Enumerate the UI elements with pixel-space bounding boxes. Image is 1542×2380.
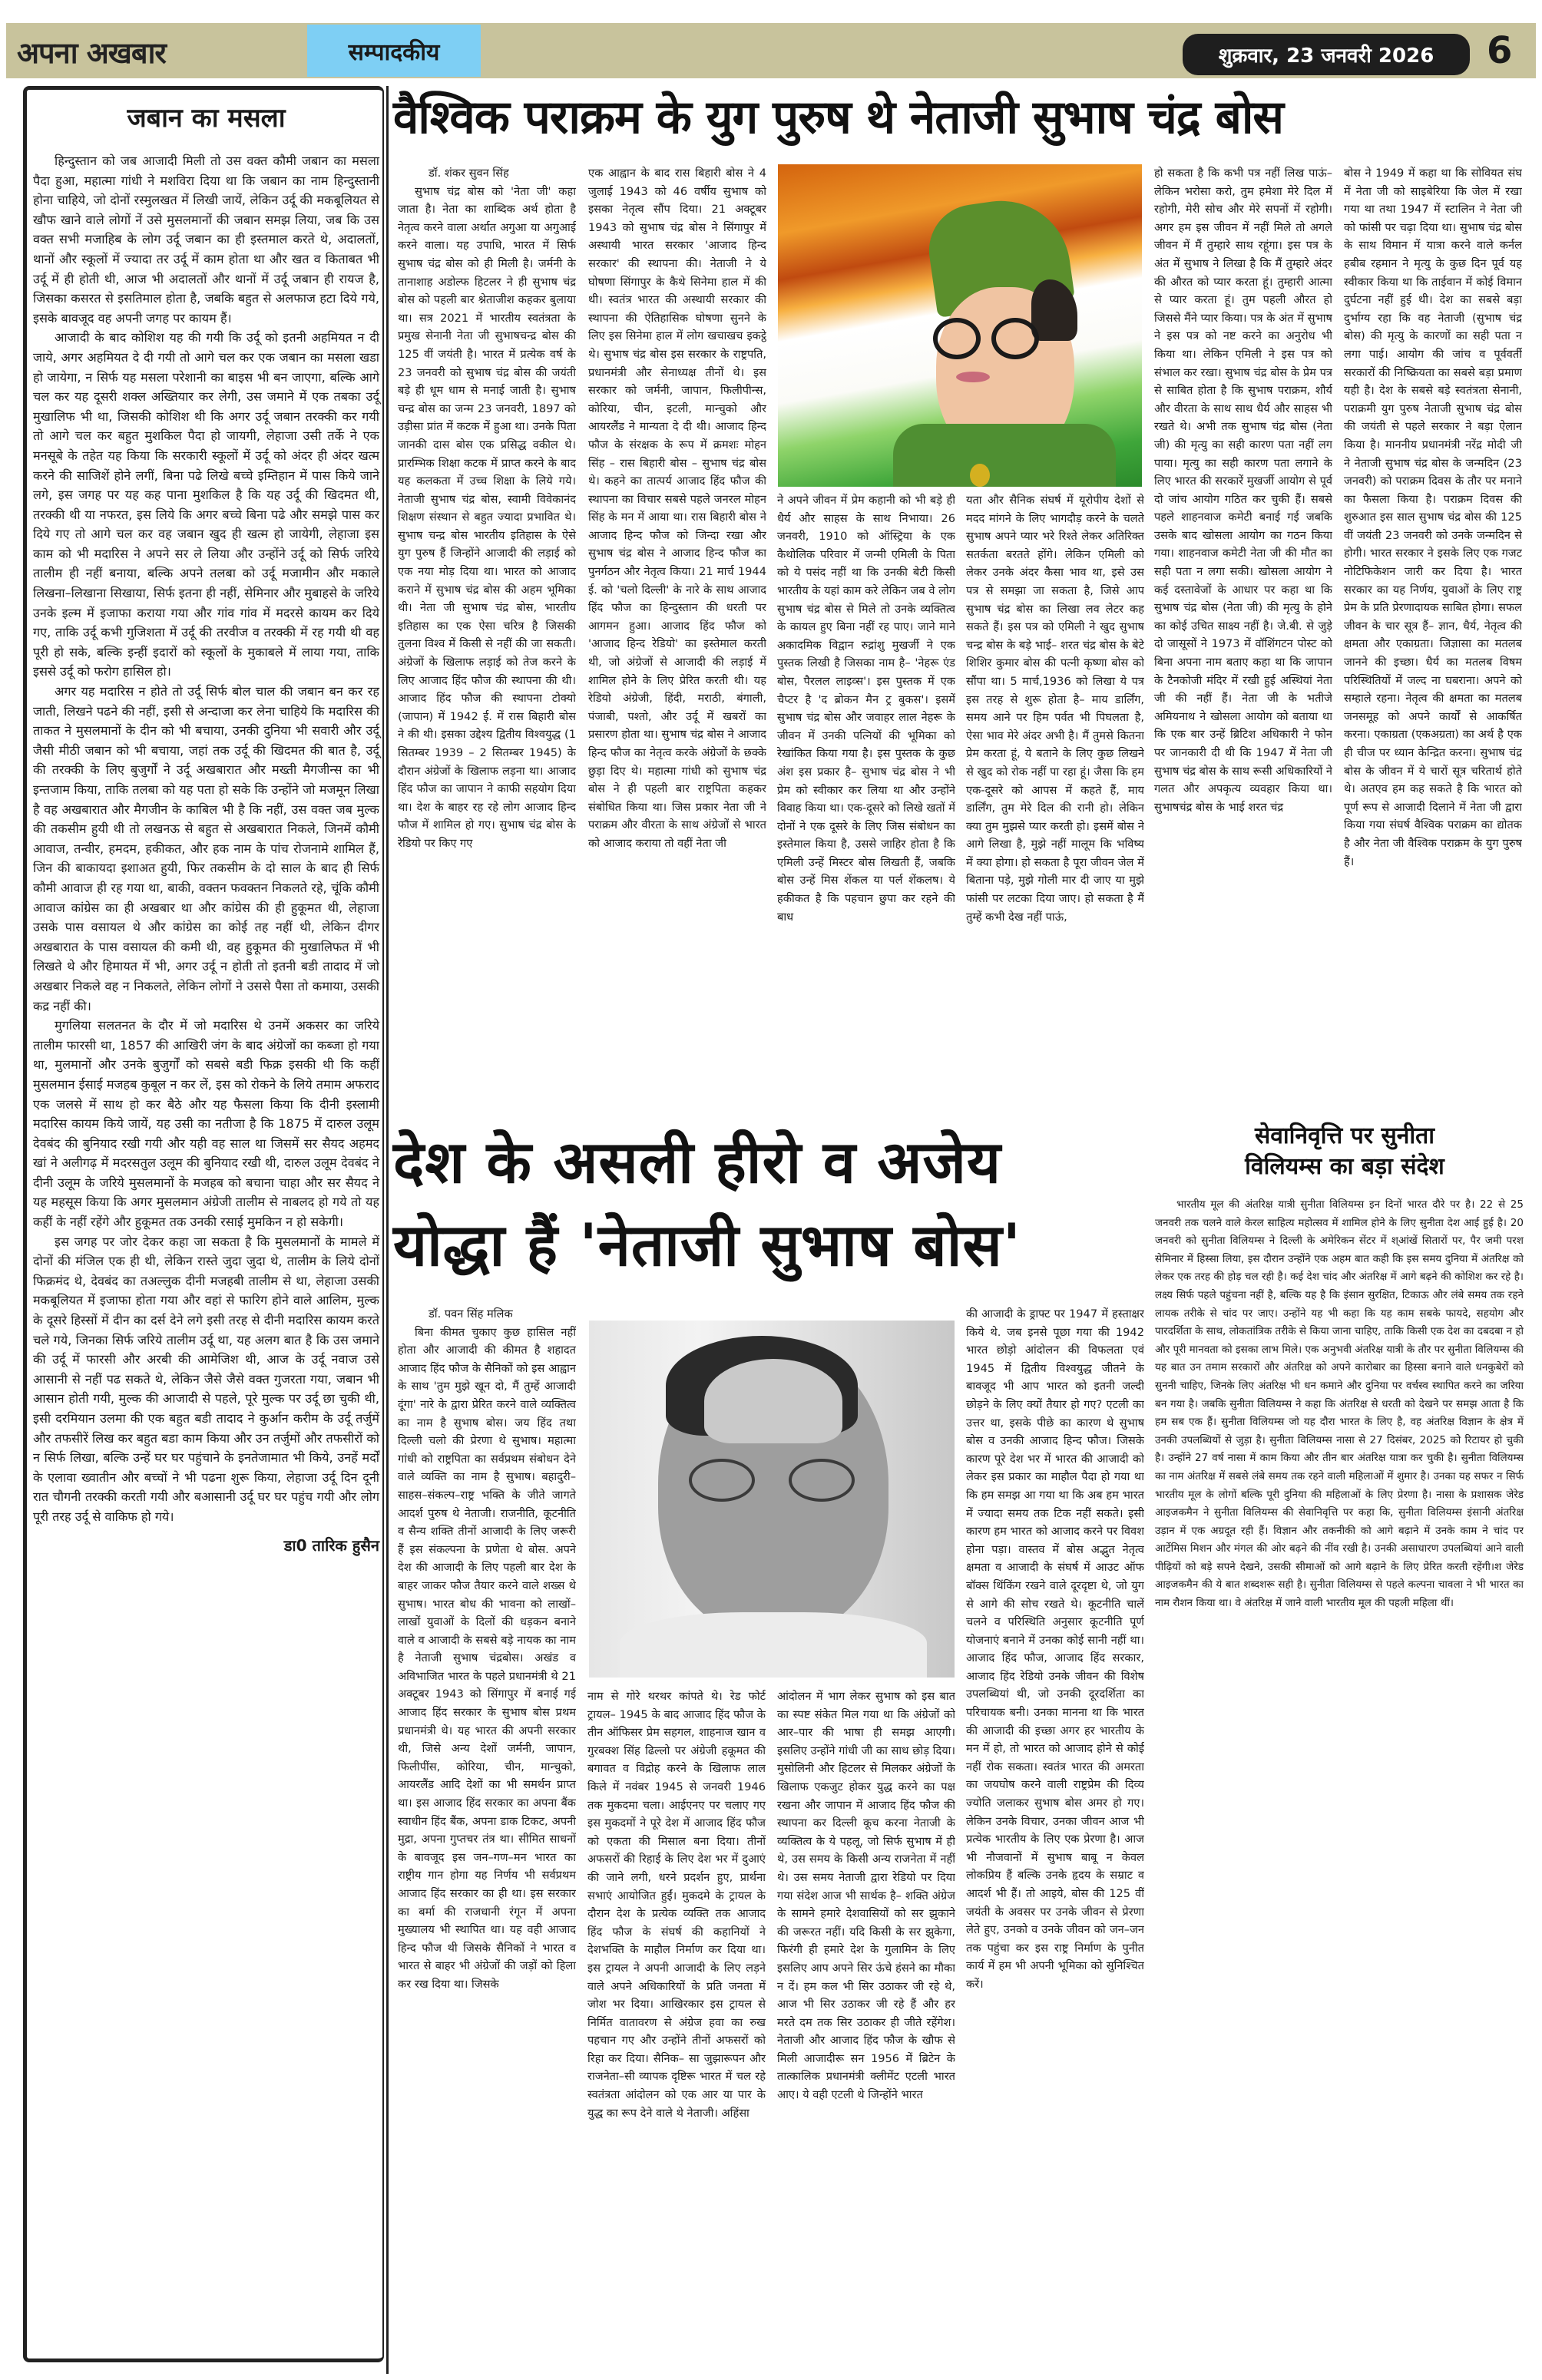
editorial-box [23,86,384,2362]
editorial-paragraph: मुगलिया सलतनत के दौर में जो मदारिस थे उनमें अकसर का जरिये तालीम फारसी था, 1857 की आखिरी जंग के बाद अंग्रेजों का कब्जा हो गया था, मुलमानों और उनके बुजुर्गों को सबसे बडी फिक्र इसकी थी कि कहीं मुसलमान ईसाई मजहब कुबूल न कर लें, इस को रोकने के लिये तमाम अफराद एक जलसे में साथ हो कर बैठे और यह फैसला किया कि दीनी इस्लामी मदारिस कायम किये जायें, यह उसी का नतीजा है कि 1875 में दारुल उलूम देवबंद की बुनियाद रखी गयी और यही वह साल था जिसमें सर सैयद अहमद खां ने अलीगढ़ में मदरसतुल उलूम की बुनियाद रखी थी, दारुल उलूम देवबंद ने दीनी उलूम के जरिये मुसलमानों के मजहब को बचाना चाहा और सर सैयद ने यह महसूस किया कि अगर मुसलमान अंग्रेजी तालीम से नाबलद हो गये तो यह कहीं के नहीं रहेंगे और हुकूमत तक उनकी रसाई मुमकिन न हो सकेगी। [33,1018,379,1230]
article3-headline-line2: विलियम्स का बड़ा संदेश [1245,1153,1444,1180]
editorial-author: डा0 तारिक हुसैन [283,1535,379,1555]
article2-column-3 [777,1687,955,2363]
netaji-color-portrait-image [778,164,1142,487]
article1-text: यता और सैनिक संघर्ष में यूरोपीय देशों से मदद मांगने के लिए भागदौड़ करने के चलते सुभाष अपने प्यार भरे रिश्ते लेकर अतिरिक्त सतर्कता बरतते होंगे। लेकिन एमिली को लेकर उनके अंदर कैसा भाव था, इसे उस पत्र से समझा जा सकता है, जिसे आप सुभाष चंद्र बोस का लिखा लव लेटर कह सकते हैं। इस पत्र को एमिली ने खुद सुभाष चन्द्र बोस के बड़े भाई– शरत चंद्र बोस के बेटे शिशिर कुमार बोस की पत्नी कृष्णा बोस को सौंपा था। 5 मार्च,1936 को लिखा ये पत्र इस तरह से शुरू होता है– माय डार्लिंग, समय आने पर हिम पर्वत भी पिघलता है, ऐसा भाव मेरे अंदर अभी है। मैं तुमसे कितना प्रेम करता हूं, ये बताने के लिए कुछ लिखने से खुद को रोक नहीं पा रहा हूं। जैसा कि हम एक-दूसरे को आपस में कहते हैं, माय डार्लिंग, तुम मेरे दिल की रानी हो। लेकिन क्या तुम मुझसे प्यार करती हो। इसमें बोस ने आगे लिखा है, मुझे नहीं मालूम कि भविष्य में क्या होगा। हो सकता है पूरा जीवन जेल में बिताना पड़े, मुझे गोली मार दी जाए या मुझे फांसी पर लटका दिया जाए। हो सकता है मैं तुम्हें कभी देख नहीं पाऊं, [966,494,1144,924]
glasses-shape [933,318,1064,359]
article1-text: सुभाष चंद्र बोस को 'नेता जी' कहा जाता है। नेता का शाब्दिक अर्थ होता है नेतृत्व करने वाला अर्थात अगुआ या अगुआई करने वाला। यह उपाधि, भारत में सिर्फ सुभाष चंद्र बोस को ही मिली है। जर्मनी के तानाशाह अडोल्फ हिटलर ने ही सुभाष चंद्र बोस को पहली बार श्नेताजीश कहकर बुलाया था। सत्र 2021 में भारतीय स्वतंत्रता के प्रमुख सेनानी नेता जी सुभाषचन्द्र बोस की 125 वीं जयंती है। भारत में प्रत्येक वर्ष के 23 जनवरी को सुभाष चंद्र बोस की जयंती बड़े ही धूम धाम से मनाई जाती है। सुभाष चन्द्र बोस का जन्म 23 जनवरी, 1897 को उड़ीसा प्रांत में कटक में हुआ था। उनके पिता जानकी दास बोस एक प्रसिद्ध वकील थे। प्रारम्भिक शिक्षा कटक में प्राप्त करने के बाद यह कलकता में उच्च शिक्षा के लिये गये। नेताजी सुभाष चंद्र बोस, स्वामी विवेकानंद शिक्षण संस्थान से बहुत ज्यादा प्रभावित थे। सुभाष चन्द्र बोस भारतीय इतिहास के ऐसे युग पुरुष हैं जिन्होंने आजादी की लड़ाई को एक नया मोड़ दिया था। भारत को आजाद कराने में सुभाष चंद्र बोस की अहम भूमिका थी। नेता जी सुभाष चंद्र बोस, भारतीय इतिहास का एक ऐसा चरित्र है जिसकी तुलना विश्व में किसी से नहीं की जा सकती। अंग्रेजों के खिलाफ लड़ाई को तेज करने के लिए आजाद हिंद फौज की स्थापना की थी। आजाद हिंद फौज की स्थापना टोक्यो (जापान) में 1942 ई. में रास बिहारी बोस ने की थी। इसका उद्देश्य द्वितीय विश्वयुद्ध (1 सितम्बर 1939 – 2 सितम्बर 1945) के दौरान अंग्रेजों के खिलाफ लड़ना था। आजाद हिंद फौज का जापान ने काफी सहयोग दिया था। देश के बाहर रह रहे लोग आजाद हिन्द फौज में शामिल हो गए। सुभाष चंद्र बोस के रेडियो पर किए गए [398,184,576,850]
editorial-title: जबान का मसला [127,103,286,134]
article1-column-6 [1344,164,1522,1109]
article1-text: ने अपने जीवन में प्रेम कहानी को भी बड़े ही धैर्य और साहस के साथ निभाया। 26 जनवरी, 1910 को ऑस्ट्रिया के एक कैथोलिक परिवार में जन्मी एमिली के पिता को ये पसंद नहीं था कि उनकी बेटी किसी भारतीय के यहां काम करे लेकिन जब वे लोग सुभाष चंद्र बोस से मिले तो उनके व्यक्तित्व के कायल हुए बिना नहीं रह पाए। जाने माने अकादमिक विद्वान रुद्रांशु मुखर्जी ने एक पुस्तक लिखी है जिसका नाम है– 'नेहरू एंड बोस, पैरलल लाइव्स'। इस पुस्तक में एक चैप्टर है 'द ब्रोकन मैन ट्र बुकस'। इसमें सुभाष चंद्र बोस और जवाहर लाल नेहरू के जीवन में उनकी पत्नियों की भूमिका को रेखांकित किया गया है। इस पुस्तक के कुछ अंश इस प्रकार है– सुभाष चंद्र बोस ने भी प्रेम को स्वीकार कर लिया था और उन्होंने विवाह किया था। एक-दूसरे को लिखे खतों में दोनों ने एक दूसरे के लिए जिस संबोधन का इस्तेमाल किया है, उससे जाहिर होता है कि एमिली उन्हें मिस्टर बोस लिखती हैं, जबकि बोस उन्हें मिस शेंकल या पर्ल शेंकलष। ये हकीकत है कि पहचान छुपा कर रहने की बाध [777,494,955,924]
article1-author: डॉ. शंकर सुवन सिंह [429,167,509,180]
article2-author: डॉ. पवन सिंह मलिक [429,1307,513,1321]
glasses-shape [689,1459,865,1505]
article2-column-2 [587,1687,766,2363]
article1-column-5 [1154,164,1332,1109]
article2-headline-line1: देश के असली हीरो व अजेय [393,1128,1001,1196]
netaji-bw-portrait-image [589,1321,955,1678]
date-pill: शुक्रवार, 23 जनवरी 2026 [1183,34,1470,75]
article3-text: भारतीय मूल की अंतरिक्ष यात्री सुनीता विलियम्स इन दिनों भारत दौरे पर है। 22 से 25 जनवरी तक चलने वाले केरल साहित्य महोत्सव में शामिल होने के लिए सुनीता देश आई हुई है। 20 जनवरी को सुनीता विलियम्स ने दिल्ली के अमेरिकन सेंटर में श्आंखें सितारों पर, पैर जमी परश सेमिनार में हिस्सा लिया, इस दौरान उन्होंने एक अहम बात कही कि इस समय दुनिया में अंतरिक्ष को लेकर एक तरह की होड़ चल रही है। कई देश चांद और अंतरिक्ष में आगे बढ़ने की कोशिश कर रहे है। लक्ष्य सिर्फ पहले पहुंचना नहीं है, बल्कि यह है कि इंसान सुरक्षित, टिकाऊ और लंबे समय तक रहने लायक तरीके से चांद पर जाए। उन्होंने यह भी कहा कि यह काम सबके फायदे, सहयोग और पारदर्शिता के साथ, लोकतांत्रिक तरीके से किया जाना चाहिए, ताकि किसी एक देश का दबदबा न हो और पूरी मानवता को इसका लाभ मिले। एक अनुभवी अंतरिक्ष यात्री के तौर पर सुनीता विलियम्स की यह बात उन तमाम सरकारों और अंतरिक्ष को अपने कारोबार का हिस्सा बनाने वाले धनकुबेरों को सुननी चाहिए, जिनके लिए अंतरिक्ष भी धन कमाने और दुनिया पर वर्चस्व स्थापित करने का जरिया बन गया है। जबकि सुनीता विलियम्स ने कहा कि अंतरिक्ष से धरती को देखने पर समझ आता है कि हम सब एक हैं। सुनीता विलियम्स जो यह दौरा भारत के लिए है, वह अंतरिक्ष विज्ञान के क्षेत्र में उनकी उपलब्धियों से जुड़ा है। सुनीता विलियम्स नासा से 27 दिसंबर, 2025 को रिटायर हो चुकी है। उन्होंने 27 वर्ष नासा में काम किया और तीन बार अंतरिक्ष यात्रा कर चुकी है। सुनीता विलियम्स का नाम अंतरिक्ष में सबसे लंबे समय तक रहने वाली महिलाओं में शुमार है। उनका यह सफर न सिर्फ भारतीय मूल के लोगों बल्कि पूरी दुनिया की महिलाओं के लिए प्रेरणा है। नासा के प्रशासक जेरेड आइजकमैन ने सुनीता विलियम्स की सेवानिवृत्ति पर कहा कि, सुनीता विलियम्स इंसानी अंतरिक्ष उड़ान में एक अग्रदूत रही हैं। विज्ञान और तकनीकी को आगे बढ़ाने में उनके काम ने चांद पर आर्टेमिस मिशन और मंगल की ओर बढ़ने की नींव रखी है। उनकी असाधारण उपलब्धियां आने वाली पीढ़ियों को बड़े सपने देखने, उसकी सीमाओं को आगे बढ़ाने के लिए प्रेरित करती रहेंगी।श जेरेड आइजकमैन की ये बात शब्दशरू सही है। सुनीता विलियम्स से पहले कल्पना चावला ने भी भारत का नाम रौशन किया था। वे अंतरिक्ष में जाने वाली भारतीय मूल की पहली महिला थीं। [1155,1198,1524,1610]
article1-column-4 [966,491,1144,1044]
article2-headline-line2: योद्धा हैं 'नेताजी सुभाष बोस' [393,1211,1022,1279]
article1-column-1 [398,164,576,1040]
editorial-paragraph: हिन्दुस्तान को जब आजादी मिली तो उस वक्त कौमी जबान का मसला पैदा हुआ, महात्मा गांधी ने मशविरा दिया था कि जबान का नाम हिन्दुस्तानी होना चाहिये, जो दोनों रस्मुलखत में लिखी जायें, लेकिन उर्दू की मकबूलियत से खौफ खाने वाले लोगों नें उसे मुसलमानों की जबान समझ लिया, जब कि उस वक्त सभी मजाहिब के लोग उर्दू जबान का ही इस्तमाल करते थे, अदालतों, थानों और स्कूलों में ज्यादा तर उर्दू में काम होता था और खत व किताबत भी उर्दू में ही होती थी, आज भी अदालतों और थानों में उर्दू जबान ही रायज है, जिसका कसरत से इसतिमाल होता है, जबकि बहुत से अलफाज हटा दिये गये, इसके बावजूद वह अपनी जगह पर कायम हैं। [33,154,379,326]
column-divider [386,86,389,2374]
section-tag: सम्पादकीय [307,25,481,77]
article1-headline: वैश्विक पराक्रम के युग पुरुष थे नेताजी सुभाष चंद्र बोस [393,91,1283,144]
article1-text: हो सकता है कि कभी पत्र नहीं लिख पाऊं– लेकिन भरोसा करो, तुम हमेशा मेरे दिल में रहोगी, मेरी सोच और मेरे सपनों में रहोगी। अगर हम इस जीवन में नहीं मिले तो अगले जीवन में मैं तुम्हारे साथ रहूंगा। इस पत्र के अंत में सुभाष ने लिखा है कि मैं तुम्हारे अंदर की औरत को प्यार करता हूं। तुम्हारी आत्मा से प्यार करता हूं। तुम पहली औरत हो जिससे मैंने प्यार किया। पत्र के अंत में सुभाष ने इस पत्र को नष्ट करने का अनुरोध भी किया था। लेकिन एमिली ने इस पत्र को संभाल कर रखा। सुभाष चंद्र बोस के प्रेम पत्र से साबित होता है कि सुभाष पराक्रम, शौर्य और वीरता के साथ साथ धैर्य और साहस भी रखते थे। अभी तक सुभाष चंद्र बोस (नेता जी) की मृत्यु का सही कारण पता नहीं लग पाया। मृत्यु का सही कारण पता लगाने के लिए भारत की सरकारें मुखर्जी आयोग से पूर्व दो जांच आयोग गठित कर चुकी हैं। सबसे पहले शाहनवाज कमेटी बनाई गई जबकि उसके बाद खोसला आयोग का गठन किया गया। शाहनवाज कमेटी नेता जी की मौत का सही पता न लगा सकी। खोसला आयोग ने कई दस्तावेजों के आधार पर कहा था कि सुभाष चंद्र बोस (नेता जी) की मृत्यु के होने का कोई उचित साक्ष्य नहीं है। जे.बी. से जुड़े दो जासूसों ने 1973 में वॉशिंगटन पोस्ट को बिना अपना नाम बताए कहा था कि जापान के टैनकोजी मंदिर में रखी हुई अस्थियां नेता जी की नहीं हैं। नेता जी के भतीजे अमियनाथ ने खोसला आयोग को बताया था कि एक बार उन्हें ब्रिटिश अधिकारी ने फोन पर जानकारी दी थी कि 1947 में नेता जी सुभाष चंद्र बोस के साथ रूसी अधिकारियों ने गलत और अपकृत्य व्यवहार किया था। सुभाषचंद्र बोस के भाई शरत चंद्र [1154,167,1332,814]
uniform-shape [893,424,1116,487]
editorial-paragraph: इस जगह पर जोर देकर कहा जा सकता है कि मुसलमानों के मामले में दोनों की मंजिल एक ही थी, लेकिन रास्ते जुदा जुदा थे, तालीम के लिये दोनों फिक्रमंद थे, देवबंद का तअल्लुक दीनी मजहबी तालीम से था, लेहाजा उसकी मकबूलियत में इजाफा होता गया और वहां से फारिग होने वाले आलिम, मुल्क के दूसरे हिस्सों में दीन का दर्स देने लगे इसी तरह से दीनी मदारिस कायम करते चले गये, जिनका सिर्फ जरिये तालीम उर्दू था, यह अलग बात है कि उस जमाने की उर्दू में फारसी और अरबी की आमेजिश थी, आज के उर्दू नवाज उसे आसानी से नहीं पढ सकते थे, लेकिन जैसे जैसे वक्त गुजरता गया, जबान भी आसान होती गयी, मुल्क की आजादी से पहले, पूरे मुल्क पर उर्दू छा चुकी थी, इसी दरमियान उलमा की एक बहुत बडी तादाद ने कुर्आन करीम के उर्दू तर्जुमें और तफसीरें लिख कर बहुत बडा काम किया और उन तर्जुमों और तफसीरों को न सिर्फ लिखा, बल्कि उन्हें घर घर पहुंचाने के इनतेजामात भी किये, उनहें मर्दों के एलावा ख्वातीन और बच्चों ने भी पढना शुरू किया, लेहाजा उर्दू दिन दूनी रात चौगनी तरक्की करती गयी और बआसानी उर्दू घर घर पहुंच गयी और लोग पूरी तरह उर्दू से वाकिफ हो गये। [33,1234,379,1524]
article2-text: की आजादी के ड्राफ्ट पर 1947 में हस्ताक्षर किये थे. जब इनसे पूछा गया की 1942 भारत छोड़ो आंदोलन की विफलता एवं 1945 में द्वितीय विश्वयुद्ध जीतने के बावजूद भी आप भारत को इतनी जल्दी छोड़ने के लिए क्यों तैयार हो गए? एटली का उत्तर था, इसके पीछे का कारण थे सुभाष बोस व उनकी आजाद हिन्द फौज। जिसके कारण पूरे देश भर में भारत की आजादी को लेकर इस प्रकार का माहौल पैदा हो गया था कि हम समझ आ गया था कि अब हम भारत में ज्यादा समय तक टिक नहीं सकते। इसी कारण हम भारत को आजाद करने पर विवश होना पड़ा। वास्तव में बोस अद्भुत नेतृत्व क्षमता व आजादी के संघर्ष में आउट ऑफ बॉक्स थिंकिंग रखने वाले दूरदृष्टा थे, जो युग से आगे की सोच रखते थे। कूटनीति चालें चलने व परिस्थिति अनुसार कूटनीति पूर्ण योजनाएं बनाने में उनका कोई सानी नहीं था। आजाद हिंद फौज, आजाद हिंद सरकार, आजाद हिंद रेडियो उनके जीवन की विशेष उपलब्धियां थी, जो उनकी दूरदर्शिता का परिचायक बनी। उनका मानना था कि भारत की आजादी की इच्छा अगर हर भारतीय के मन में हो, तो भारत को आजाद होने से कोई नहीं रोक सकता। स्वतंत्र भारत की अमरता का जयघोष करने वाली राष्ट्रप्रेम की दिव्य ज्योति जलाकर सुभाष बोस अमर हो गए। लेकिन उनके विचार, उनका जीवन आज भी प्रत्येक भारतीय के लिए एक प्रेरणा है। आज भी नौजवानों में सुभाष बाबू न केवल लोकप्रिय हैं बल्कि उनके हृदय के सम्राट व आदर्श भी हैं। तो आइये, बोस की 125 वीं जयंती के अवसर पर उनके जीवन से प्रेरणा लेते हुए, उनको व उनके जीवन को जन–जन तक पहुंचा कर इस राष्ट्र निर्माण के पुनीत कार्य में हम भी अपनी भूमिका को सुनिश्चित करें। [966,1307,1144,1991]
article3-headline [1153,1121,1536,1182]
editorial-paragraph: अगर यह मदारिस न होते तो उर्दू सिर्फ बोल चाल की जबान बन कर रह जाती, लिखने पढने की नहीं, इसी से अन्दाजा कर लेना चाहिये कि मदारिस की ताकत ने मुसलमानों के दीन को भी बचाया, उनकी दुनिया भी सवारी और उर्दू जैसी मीठी जबान को भी बचाया, जहां तक उर्दू की खिदमत की बात है, उर्दू की तरक्की के लिए बुजुर्गों ने उर्दू अखबारात और मख्ती मैगजीन्स का भी इन्तजाम किया, ताकि तलबा को यह पता हो सके कि उन्होंने जो मजमून लिखा है वह अखबारात और मैगजीन के काबिल भी है कि नहीं, उस वक्त जब मुल्क की तकसीम हुयी थी तो लखनऊ से बहुत से अखबारात निकले, जिनमें कौमी आवाज, तन्वीर, हमदम, हकीकत, और हक नाम के पांच रोजनामे शामिल हैं, जिन की बाकायदा इशाअत हुयी, फिर तकसीम के दो साल के बाद ही सिर्फ कौमी आवाज ही रह गया था, बाकी, वक्तन फवक्तन निकलते रहे, चूंकि कौमी आवाज कांग्रेस का ही अखबार था और कांग्रेस की ही हुकूमत थी, लेहाजा उसके पास वसायल थे और कांग्रेस का कोई तह नहीं थी, लेकिन दीगर अखबारात के पास वसायल की कमी थी, वह हुकूमत की मुखालिफत में भी लिखते थे और हिमायत में भी, अगर उर्दू न होती तो इतनी बडी तादाद में जो अखबार निकले वह न निकलते, लेकिन लोगों ने उससे पैसा तो कमाया, उसकी कद्र नहीं की। [33,684,379,1013]
article2-text: आंदोलन में भाग लेकर सुभाष को इस बात का स्पष्ट संकेत मिल गया था कि अंग्रेजों को आर–पार की भाषा ही समझ आएगी। इसलिए उन्होंने गांधी जी का साथ छोड़ दिया। मुसोलिनी और हिटलर से मिलकर अंग्रेजों के खिलाफ एकजुट होकर युद्ध करने का पक्ष रखना और जापान में आजाद हिंद फौज की स्थापना कर दिल्ली कूच करना नेताजी के व्यक्तित्व के ये पहलू, जो सिर्फ सुभाष में ही थे, उस समय के किसी अन्य राजनेता में नहीं थे। उस समय नेताजी द्वारा रेडियो पर दिया गया संदेश आज भी सार्थक है– शक्ति अंग्रेज के सामने हमारे देशवासियों को सर झुकाने की जरूरत नहीं। यदि किसी के सर झुकेगा, फिरंगी ही हमारे देश के गुलामिन के लिए इसलिए आप अपने सिर ऊंचे हंसने का मौका न दें। हम कल भी सिर उठाकर जी रहे थे, आज भी सिर उठाकर जी रहे हैं और हर मरते दम तक सिर उठाकर ही जीते रहेंगेश। नेताजी और आजाद हिंद फौज के खौफ से मिली आजादीरू सन 1956 में ब्रिटेन के तात्कालिक प्रधानमंत्री क्लीमेंट एटली भारत आए। ये वही एटली थे जिन्होंने भारत [777,1690,955,2102]
article3-headline-line1: सेवानिवृत्ति पर सुनीता [1254,1122,1435,1149]
article2-text: नाम से गोरे थरथर कांपते थे। रेड फोर्ट ट्रायल– 1945 के बाद आजाद हिंद फौज के तीन ऑफिसर प्रेम सहगल, शाहनाज खान व गुरबक्श सिंह ढिल्लो पर अंग्रेजी हकूमत की बगावत व विद्रोह करने के खिलाफ लाल किले में नवंबर 1945 से जनवरी 1946 तक मुकदमा चला। आईएनए पर चलाए गए इस मुकदमों ने पूरे देश में आजाद हिंद फौज को एकता की मिसाल बना दिया। तीनों अफसरों की रिहाई के लिए देश भर में दुआएं की जाने लगी, धरने प्रदर्शन हुए, प्रार्थना सभाएं आयोजित हुईं। मुकदमे के ट्रायल के दौरान देश के प्रत्येक व्यक्ति तक आजाद हिंद फौज के संघर्ष की कहानियों ने देशभक्ति के माहौल निर्माण कर दिया था। इस ट्रायल ने अपनी आजादी के लिए लड़ने वाले अपने अधिकारियों के प्रति जनता में जोश भर दिया। आखिरकार इस ट्रायल से निर्मित वातावरण से अंग्रेज हवा का रुख पहचान गए और उन्होंने तीनों अफसरों को रिहा कर दिया। सैनिक– सा जुझारूपन और राजनेता–सी व्यापक दृष्टिरू भारत में चल रहे स्वतंत्रता आंदोलन को एक आर या पार के युद्ध का रूप देने वाले थे नेताजी। अहिंसा [587,1690,766,2120]
medal-shape [970,464,990,487]
collar-shape [620,1612,927,1678]
paper-name: अपना अखबार [17,36,166,70]
article1-column-2 [588,164,766,1040]
masthead [6,23,1536,78]
editorial-paragraph: आजादी के बाद कोशिश यह की गयी कि उर्दू को इतनी अहमियत न दी जाये, अगर अहमियत दे दी गयी तो आगे चल कर एक जबान का मसला खडा हो जायेगा, न सिर्फ यह मसला परेशानी का बाइस भी बन जाएगा, बल्कि आगे चल कर यह दूसरी शक्ल अख्तियार कर लेगी, उस जमाने में एक तबका उर्दू मुखालिफ भी था, जिसकी कोशिश थी कि अगर उर्दू जबान तरक्की कर गयी तो आगे चल कर बहुत मुशकिल पैदा हो जायगी, लेहाजा उसी तर्के ने एक मनसूबे के तहेत यह किया कि सरकारी स्कूलों में उर्दू को अंदर ही अंदर खत्म करने की साजिशें होने लगीं, बिना पढे लिखे बच्चे इम्तिहान में पास किये जाने लगे, इस जगह पर यह कह पाना मुशकिल है कि यह उर्दू की खिदमत थी, तरक्की थी या नफरत, इस लिये कि अगर बच्चे बिना पढे और समझे पास कर दिये गए तो आगे चल कर वह जबान खुद ही खत्म हो जायेगी, लेहाजा इस काम को भी मदारिस ने अपने सर ले लिया और उन्होंने उर्दू को सिर्फ जरिये तालीम ही नहीं बनाया, बल्कि अपने तलबा को उर्दू मजामीन और मकाले लिखना–लिखाना सिखाया, सिर्फ इतना ही नहीं, सेमिनार और मुबाहसे के जरिये उनके इल्म में इजाफा कराया गया और गांव गांव में मदरसे कायम कर दिये गए, ताकि उर्दू कभी गुजिशता में उर्दू की तरवीज व तरक्की में रह गयी थी वह पूरी हो सके, बल्कि इन्हीं इदारों को स्कूलों के मुकाबले में लाया गया, ताकि इससे उर्दू को फरोग हासिल हो। [33,330,379,679]
article2-text: बिना कीमत चुकाए कुछ हासिल नहीं होता और आजादी की कीमत है शहादत आजाद हिंद फौज के सैनिकों को इस आह्वान के साथ 'तुम मुझे खून दो, मैं तुम्हें आजादी दूंगा' नारे के द्वारा प्रेरित करने वाले व्यक्तित्व का नाम है सुभाष बोस। जय हिंद तथा दिल्ली चलो की प्रेरणा थे सुभाष। महात्मा गांधी को राष्ट्रपिता का सर्वप्रथम संबोधन देने वाले व्यक्ति का नाम है सुभाष। बहादुरी–साहस–संकल्प–राष्ट्र भक्ति के जीते जागते आदर्श पुरुष थे नेताजी। राजनीति, कूटनीति व सैन्य शक्ति तीनों आजादी के लिए जरूरी हैं इस संकल्पना के प्रणेता थे बोस. अपने देश की आजादी के लिए पहली बार देश के बाहर जाकर फौज तैयार करने वाले शख्स थे सुभाष। भारत बोध की भावना को लाखों–लाखों युवाओं के दिलों की धड़कन बनाने वाले व आजादी के सबसे बड़े नायक का नाम है नेताजी सुभाष चंद्रबोस। अखंड व अविभाजित भारत के पहले प्रधानमंत्री थे 21 अक्टूबर 1943 को सिंगापुर में बनाई गई आजाद हिंद सरकार के सुभाष बोस प्रथम प्रधानमंत्री थे। यह भारत की अपनी सरकार थी, जिसे अन्य देशों जर्मनी, जापान, फिलीपींस, कोरिया, चीन, मान्चुको, आयरलैंड आदि देशों का भी समर्थन प्राप्त था। इस आजाद हिंद सरकार का अपना बैंक स्वाधीन हिंद बैंक, अपना डाक टिकट, अपनी मुद्रा, अपना गुप्तचर तंत्र था। सीमित साधनों के बावजूद इस जन–गण–मन भारत का राष्ट्रीय गान होगा यह निर्णय भी सर्वप्रथम आजाद हिंद सरकार का ही था। इस सरकार का बर्मा की राजधानी रंगून में अपना मुख्यालय भी स्थापित था। यह वही आजाद हिन्द फौज थी जिसके सैनिकों ने भारत व भारत से बाहर भी अंग्रेजों की जड़ों को हिला कर रख दिया था। जिसके [398,1325,576,1991]
page-number: 6 [1487,29,1513,72]
article1-text: बोस ने 1949 में कहा था कि सोवियत संघ में नेता जी को साइबेरिया कि जेल में रखा गया था तथा 1947 में स्टालिन ने नेता जी को फांसी पर चढ़ा दिया था। सुभाष चंद्र बोस के साथ विमान में यात्रा करने वाले कर्नल हबीब रहमान ने मृत्यु के कुछ दिन पूर्व यह स्वीकार किया था कि ताईवान में कोई विमान दुर्घटना नहीं हुई थी। देश का सबसे बड़ा दुर्भाग्य रहा कि वह नेताजी (सुभाष चंद्र बोस) की मृत्यु के कारणों का सही पता न लगा पाई। आयोग की जांच व पूर्ववर्ती सरकारों की निष्क्रियता का सबसे बड़ा प्रमाण यही है। देश के सबसे बड़े स्वतंत्रता सेनानी, पराक्रमी युग पुरुष नेताजी सुभाष चंद्र बोस की जयंती से पहले सरकार ने बड़ा ऐलान किया है। माननीय प्रधानमंत्री नरेंद्र मोदी जी ने नेताजी सुभाष चंद्र बोस के जन्मदिन (23 जनवरी) को पराक्रम दिवस के तौर पर मनाने का फैसला किया है। पराक्रम दिवस की शुरुआत इस साल सुभाष चंद्र बोस की 125 वीं जयंती 23 जनवरी को उनके जन्मदिन से होगी। भारत सरकार ने इसके लिए एक गजट नोटिफिकेशन जारी कर दिया है। भारत सरकार का यह निर्णय, युवाओं के लिए राष्ट्र प्रेम के प्रति प्रेरणादायक साबित होगा। सफल जीवन के चार सूत्र हैं– ज्ञान, धैर्य, नेतृत्व की क्षमता और एकाग्रता। जिज्ञासा का मतलब जानने की इच्छा। धैर्य का मतलब विषम परिस्थितियों में जल्द ना घबराना। अपने को सम्हाले रहना। नेतृत्व की क्षमता का मतलब जनसमूह को अपने कार्यों से आकर्षित करना। एकाग्रता (एकअग्रता) का अर्थ है एक ही चीज पर ध्यान केन्द्रित करना। सुभाष चंद्र बोस के जीवन में ये चारों सूत्र चरितार्थ होते थे। अतएव हम कह सकते है कि भारत को पूर्ण रूप से आजादी दिलाने में नेता जी द्वारा किया गया संघर्ष वैश्विक पराक्रम का द्योतक है और नेता जी वैश्विक पराक्रम के युग पुरुष हैं। [1344,167,1522,868]
article2-column-4 [966,1305,1144,2365]
article2-headline [393,1121,1153,1287]
lips-shape [956,372,990,382]
article3-body [1155,1196,1524,2371]
article1-text: एक आह्वान के बाद रास बिहारी बोस ने 4 जुलाई 1943 को 46 वर्षीय सुभाष को इसका नेतृत्व सौंप दिया। 21 अक्टूबर 1943 को सुभाष चंद्र बोस ने सिंगापुर में अस्थायी भारत सरकार 'आजाद हिन्द सरकार' की स्थापना की। नेताजी ने ये घोषणा सिंगापुर के कैथे सिनेमा हाल में की थी। स्वतंत्र भारत की अस्थायी सरकार की स्थापना की ऐतिहासिक घोषणा सुनने के लिए इस सिनेमा हाल में लोग खचाखच इकट्ठे थे। सुभाष चंद्र बोस इस सरकार के राष्ट्रपति, प्रधानमंत्री और सेनाध्यक्ष तीनों थे। इस सरकार को जर्मनी, जापान, फिलीपीन्स, कोरिया, चीन, इटली, मान्चुको और आयरलैंड ने मान्यता दे दी थी। आजाद हिन्द फौज के संरक्षक के रूप में क्रमशः मोहन सिंह – रास बिहारी बोस – सुभाष चंद्र बोस थे। कहने का तात्पर्य आजाद हिंद फौज की स्थापना का विचार सबसे पहले जनरल मोहन सिंह के मन में आया था। रास बिहारी बोस ने आजाद हिन्द फौज को जिन्दा रखा और सुभाष चंद्र बोस ने आजाद हिन्द फौज का पुनर्गठन और नेतृत्व किया। 21 मार्च 1944 ई. को 'चलो दिल्ली' के नारे के साथ आजाद हिंद फौज का हिन्दुस्तान की धरती पर आगमन हुआ। आजाद हिंद फौज को 'आजाद हिन्द रेडियो' का इस्तेमाल करती थी, जो अंग्रेजों से आजादी की लड़ाई में शामिल होने के लिए प्रेरित करती थी। यह रेडियो अंग्रेजी, हिंदी, मराठी, बंगाली, पंजाबी, पश्तो, और उर्दू में खबरों का प्रसारण होता था। सुभाष चंद्र बोस ने आजाद हिन्द फौज का नेतृत्व करके अंग्रेजों के छक्के छुड़ा दिए थे। महात्मा गांधी को सुभाष चंद्र बोस ने ही पहली बार राष्ट्रपिता कहकर संबोधित किया था। जिस प्रकार नेता जी ने पराक्रम और वीरता के साथ अंग्रेजों से भारत को आजाद कराया तो वहीं नेता जी [588,167,766,850]
article2-column-1 [398,1305,576,2365]
forehead-shape [704,1359,842,1443]
article1-column-3 [777,491,955,1044]
